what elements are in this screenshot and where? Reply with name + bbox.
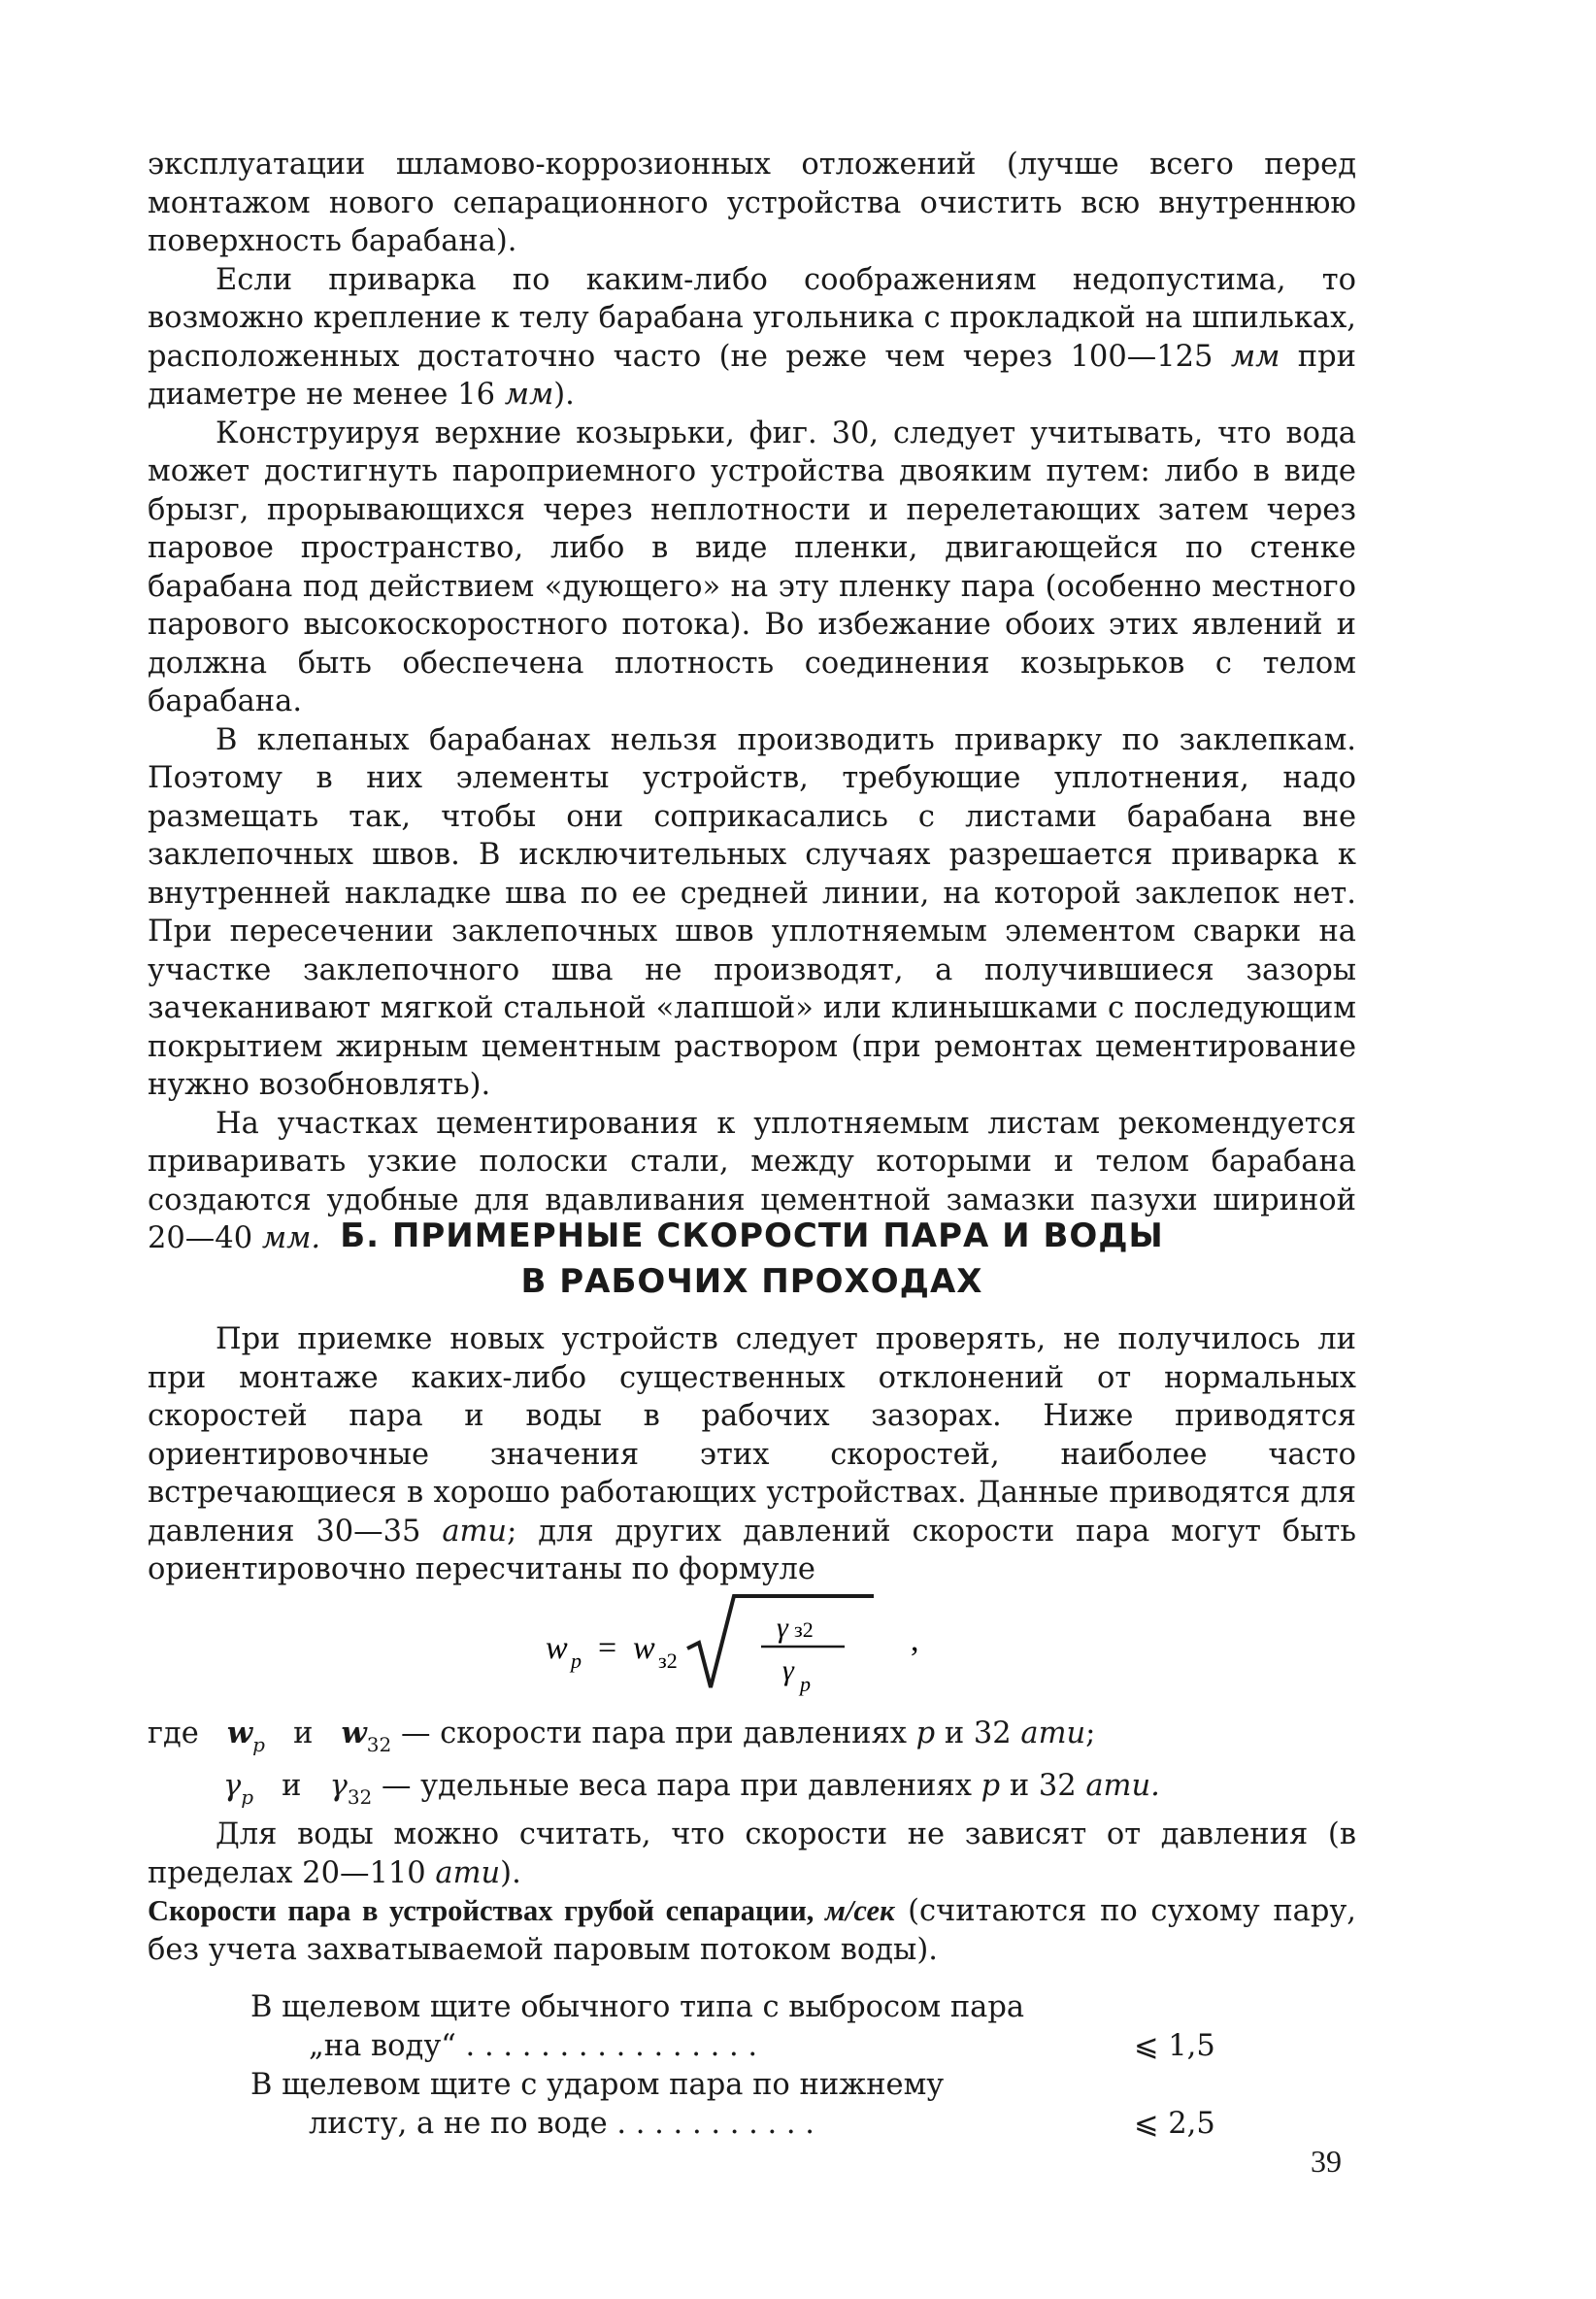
speed-row-1-line-1: В щелевом щите обычного типа с выбросом пара bbox=[250, 1990, 1025, 2024]
formula-lhs: w bbox=[546, 1630, 568, 1666]
speed-row-2-value: ⩽ 2,5 bbox=[1134, 2107, 1215, 2141]
formula-rhs: w bbox=[633, 1630, 655, 1666]
legend-row-density: $\gamma_p$ и $\gamma_{32}$ — удельные веса пара при давлениях p и 32 ати. bbox=[223, 1769, 1160, 1809]
section-heading-line-1: Б. ПРИМЕРНЫЕ СКОРОСТИ ПАРА И ВОДЫ bbox=[340, 1216, 1164, 1255]
section-heading-line-2: В РАБОЧИХ ПРОХОДАХ bbox=[520, 1262, 983, 1301]
formula-lhs-sub: p bbox=[571, 1649, 582, 1673]
speeds-heading: Скорости пара в устройствах грубой сепарации, м/сек (считаются по сухому пару, без учета захватываемой паровым потоком воды). bbox=[148, 1894, 1356, 1967]
speed-row-1-value: ⩽ 1,5 bbox=[1134, 2029, 1215, 2063]
speed-row-2 bbox=[250, 2066, 1241, 2144]
water-note: Для воды можно считать, что скорости не зависят от давления (в пределах 20—110 ати). bbox=[148, 1817, 1356, 1890]
speed-row-1-line-2: „на воду“ . . . . . . . . . . . . . . . . ⩽ 1,5 bbox=[250, 2027, 1241, 2066]
legend-row-velocity: где $w_p$ и $w_{32}$ — скорости пара при давлениях p и 32 ати; bbox=[148, 1716, 1096, 1756]
formula-numerator-sub: з2 bbox=[794, 1617, 814, 1642]
page-number: 39 bbox=[1311, 2144, 1342, 2179]
paragraph-5: На участках цементирования к уплотняемым листам рекомендуется приваривать узкие полоски стали, между которыми и телом барабана создаются удобные для вдавливания цементной замазки пазухи шириной 20—40 мм. bbox=[148, 1106, 1356, 1255]
formula-rhs-sub: з2 bbox=[658, 1649, 678, 1673]
speed-row-2-line-1: В щелевом щите с ударом пара по нижнему bbox=[250, 2068, 945, 2102]
paragraph-6: При приемке новых устройств следует проверять, не получилось ли при монтаже каких-либо существенных отклонений от нормальных скоростей пара и воды в рабочих зазорах. Ниже приводятся ориентировочные значения этих скоростей, наиболее часто встречающиеся в хорошо работающих устройствах. Данные приводятся для давления 30—35 ати; для других давлений скорости пара могут быть ориентировочно пересчитаны по формуле bbox=[148, 1322, 1356, 1586]
body-text-section bbox=[148, 1320, 1356, 1589]
paragraph-2: Если приварка по каким-либо соображениям недопустима, то возможно крепление к телу барабана угольника с прокладкой на шпильках, расположенных достаточно часто (не реже чем через 100—125 мм при диаметре не менее 16 мм). bbox=[148, 262, 1356, 412]
speed-row-1 bbox=[250, 1988, 1241, 2066]
formula-denominator: γ bbox=[782, 1654, 794, 1686]
paragraph-4: В клепаных барабанах нельзя производить приварку по заклепкам. Поэтому в них элементы устройств, требующие уплотнения, надо размещать так, чтобы они соприкасались с листами барабана вне заклепочных швов. В исключительных случаях разрешается приварка к внутренней накладке шва по ее средней линии, на которой заклепок нет. При пересечении заклепочных швов уплотняемым элементом сварки на участке заклепочного шва не производят, а получившиеся зазоры зачеканивают мягкой стальной «лапшой» или клинышками с последующим покрытием жирным цементным раствором (при ремонтах цементирование нужно возобновлять). bbox=[148, 722, 1356, 1102]
speed-row-2-line-2: листу, а не по воде . . . . . . . . . . . ⩽ 2,5 bbox=[250, 2105, 1241, 2144]
paragraph-1: эксплуатации шламово-коррозионных отложений (лучше всего перед монтажом нового сепарационного устройства очистить всю внутреннюю поверхность барабана). bbox=[148, 148, 1356, 258]
formula-denominator-sub: p bbox=[800, 1672, 811, 1696]
formula-comma: , bbox=[911, 1622, 919, 1658]
formula-numerator: γ bbox=[777, 1612, 788, 1644]
speed-table bbox=[250, 1988, 1241, 2144]
paragraph-3: Конструируя верхние козырьки, фиг. 30, следует учитывать, что вода может достигнуть пароприемного устройства двояким путем: либо в виде брызг, прорывающихся через неплотности и перелетающих затем через паровое пространство, либо в виде пленки, двигающейся по стенке барабана под действием «дующего» на эту пленку пара (особенно местного парового высокоскоростного потока). Во избежание обоих этих явлений и должна быть обеспечена плотность соединения козырьков с телом барабана. bbox=[148, 416, 1356, 718]
body-text-bottom bbox=[148, 1816, 1356, 1969]
section-heading bbox=[148, 1214, 1356, 1305]
body-text-top bbox=[148, 146, 1356, 1258]
velocity-formula bbox=[544, 1583, 951, 1709]
formula-equals: = bbox=[598, 1630, 617, 1666]
